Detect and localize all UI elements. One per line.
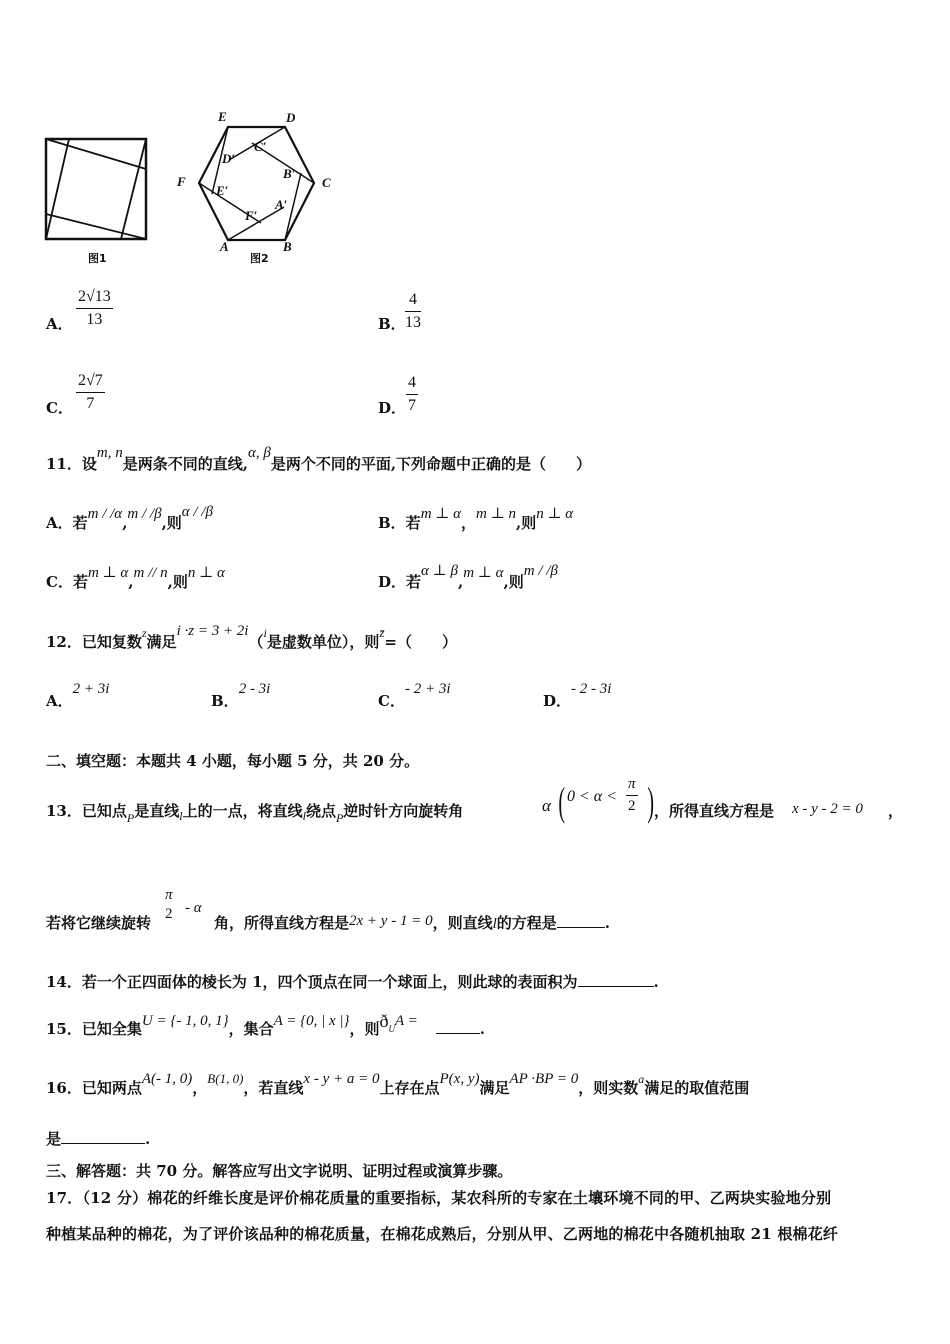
q12-stem: 12．已知复数$^z$满足i ·z = 3 + 2i（$^i$是虚数单位），则$^{z̄}$=（ ）	[46, 623, 457, 651]
q12-option-d: D．- 2 - 3i	[543, 681, 612, 710]
q11-option-b: B．若m ⊥ α，m ⊥ n,则n ⊥ α	[378, 506, 574, 532]
q12-option-b: B．2 - 3i	[211, 681, 271, 710]
q14-answer-blank[interactable]	[578, 972, 654, 987]
q12-option-a: A．2 + 3i	[46, 681, 110, 710]
q16-line-1: 16．已知两点A(- 1, 0)，$^{B(1, 0)}$，若直线x - y + a = 0上存在点P(x, y)满足AP ·BP = 0，则实数$^a$满足的取值范围	[46, 1071, 750, 1097]
q11-option-a: A．若m / /α,m / /β,则α / /β	[46, 504, 213, 532]
q13-pi-over-2: π 2	[628, 776, 636, 814]
figure-1-caption: 图1	[88, 252, 107, 265]
q10-option-c-fraction: 2√7 7	[78, 372, 103, 412]
q13-line-1: 13．已知点$_P$是直线$_l$上的一点，将直线$_l$绕点$_P$逆时针方向旋转角	[46, 802, 464, 825]
hex-label-D: D	[286, 110, 296, 125]
hex-label-B: B	[283, 239, 292, 254]
q11-option-d: D．若α ⊥ β,m ⊥ α,则m / /β	[378, 563, 558, 591]
hex-label-A-prime: A′	[275, 197, 288, 212]
q13-minus-alpha: - α	[185, 900, 202, 916]
hex-label-B-prime: B′	[283, 166, 296, 181]
q10-option-b-label: B．	[378, 315, 406, 333]
q13-line-2-start: 若将它继续旋转	[46, 914, 152, 932]
hex-label-F-prime: F′	[245, 208, 258, 223]
q17-line-1: 17．（12 分）棉花的纤维长度是评价棉花质量的重要指标，某农科所的专家在土壤环境不同的甲、乙两块实验地分别	[46, 1189, 832, 1207]
q11-stem: 11．设m, n是两条不同的直线,α, β是两个不同的平面,下列命题中正确的是（ ）	[46, 445, 592, 473]
figure-2-caption: 图2	[250, 252, 269, 265]
q13-pi-over-2-second: π 2	[165, 887, 173, 922]
q13-paren-right: )	[647, 779, 654, 824]
hex-label-A: A	[220, 239, 229, 254]
figure-2-diagram	[188, 118, 320, 248]
q13-text-result: ，所得直线方程是	[654, 802, 775, 820]
figure-1-diagram	[44, 137, 148, 241]
q10-option-d-label: D．	[378, 399, 407, 417]
q10-option-c-label: C．	[46, 399, 73, 417]
section-3-heading: 三、解答题：共 70 分。解答应写出文字说明、证明过程或演算步骤。	[46, 1162, 513, 1180]
q14: 14．若一个正四面体的棱长为 1，四个顶点在同一个球面上，则此球的表面积为 .	[46, 973, 659, 991]
q12-option-c: C．- 2 + 3i	[378, 681, 451, 710]
q13-line-equation: x - y - 2 = 0	[792, 801, 863, 817]
hex-label-E-prime: E′	[216, 183, 229, 198]
q16-answer-blank[interactable]	[61, 1129, 145, 1144]
q10-option-a-fraction: 2√13 13	[78, 288, 111, 328]
section-2-heading: 二、填空题：本题共 4 小题，每小题 5 分，共 20 分。	[46, 752, 420, 770]
hex-label-E: E	[218, 109, 227, 124]
q13-inequality: 0 < α <	[567, 788, 617, 805]
q13-answer-blank[interactable]	[557, 913, 605, 928]
q15: 15．已知全集U = {- 1, 0, 1}，集合A = {0, | x |}，则ðUA = .	[46, 1011, 486, 1038]
q10-option-b-fraction: 4 13	[405, 291, 421, 331]
q13-paren-left: (	[558, 779, 565, 824]
hex-label-C: C	[322, 175, 331, 190]
q11-option-c: C．若m ⊥ α,m // n,则n ⊥ α	[46, 565, 225, 591]
hex-label-C-prime: C′	[254, 139, 267, 154]
hex-label-D-prime: D′	[222, 151, 236, 166]
hex-label-F: F	[177, 174, 186, 189]
q10-option-a-label: A．	[46, 315, 73, 333]
q15-answer-blank[interactable]	[436, 1019, 480, 1034]
q16-line-2: 是 .	[46, 1130, 151, 1148]
q13-comma: ，	[888, 802, 904, 820]
q17-line-2: 种植某品种的棉花，为了评价该品种的棉花质量，在棉花成熟后，分别从甲、乙两地的棉花中各随机抽取 21 根棉花纤	[46, 1225, 839, 1243]
q13-line-2-rest: 角，所得直线方程是2x + y - 1 = 0，则直线l的方程是 .	[214, 913, 611, 932]
q13-alpha: α	[542, 796, 551, 815]
q10-option-d-fraction: 4 7	[408, 374, 416, 414]
